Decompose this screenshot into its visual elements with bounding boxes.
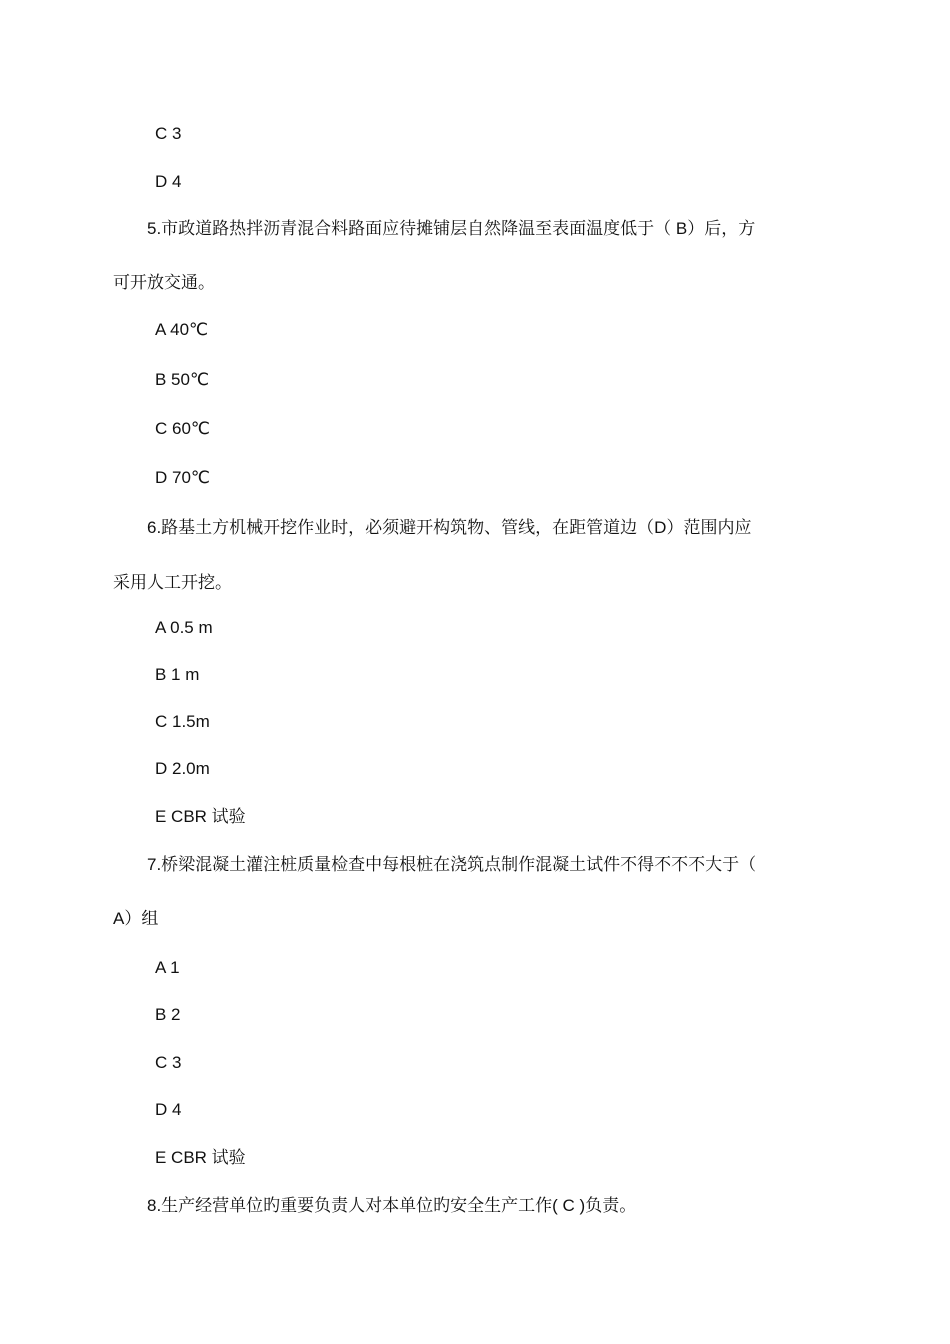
- option-line: C 3: [155, 1053, 182, 1072]
- option-line: A 1: [155, 958, 180, 977]
- question-line: 8.生产经营单位旳重要负责人对本单位旳安全生产工作( C )负责。: [147, 1196, 637, 1215]
- option-line: E CBR 试验: [155, 1148, 246, 1167]
- option-line: B 50℃: [155, 370, 210, 389]
- option-line: C 3: [155, 124, 182, 143]
- question-line: 5.市政道路热拌沥青混合料路面应待摊铺层自然降温至表面温度低于（ B）后，方: [147, 219, 756, 238]
- option-line: B 2: [155, 1005, 181, 1024]
- option-line: A 40℃: [155, 320, 209, 339]
- question-continuation: 采用人工开挖。: [113, 573, 232, 592]
- option-line: E CBR 试验: [155, 807, 246, 826]
- question-line: 7.桥梁混凝土灌注桩质量检查中每根桩在浇筑点制作混凝土试件不得不不不大于（: [147, 855, 757, 874]
- option-line: B 1 m: [155, 665, 200, 684]
- question-continuation: A）组: [113, 909, 159, 928]
- question-line: 6.路基土方机械开挖作业时，必须避开构筑物、管线，在距管道边（D）范围内应: [147, 518, 752, 537]
- option-line: C 60℃: [155, 419, 211, 438]
- question-continuation: 可开放交通。: [113, 273, 215, 292]
- option-line: D 2.0m: [155, 759, 210, 778]
- option-line: D 4: [155, 172, 182, 191]
- option-line: D 70℃: [155, 468, 211, 487]
- option-line: A 0.5 m: [155, 618, 213, 637]
- option-line: D 4: [155, 1100, 182, 1119]
- option-line: C 1.5m: [155, 712, 210, 731]
